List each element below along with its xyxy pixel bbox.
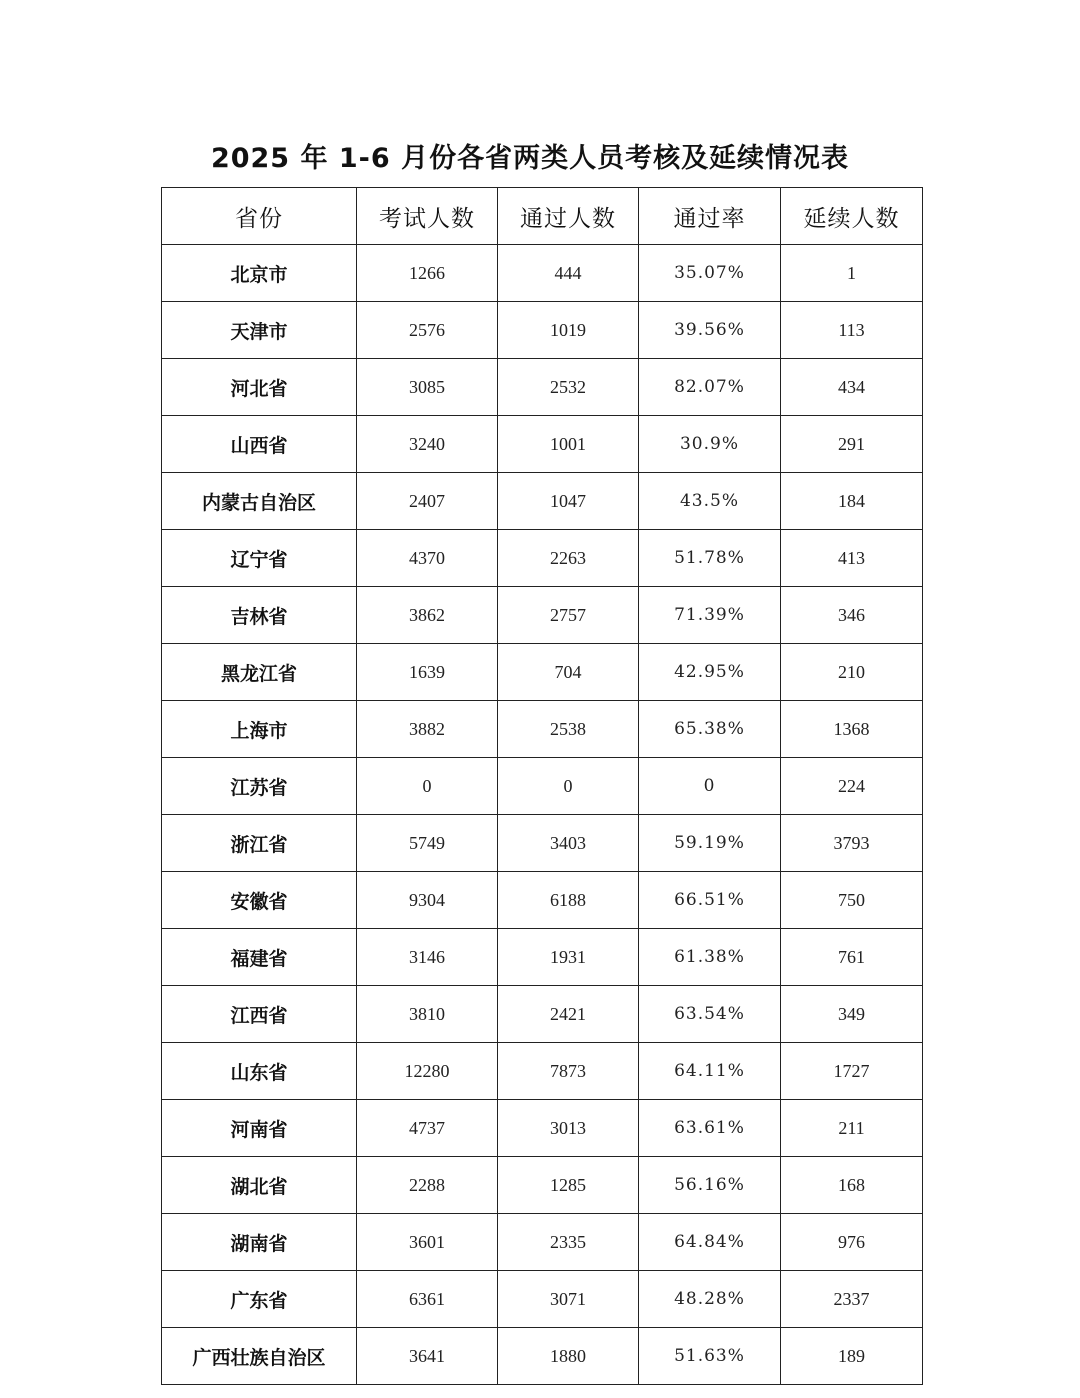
table-row bbox=[162, 245, 923, 302]
table-row bbox=[162, 1043, 923, 1100]
cell-province: 福建省 bbox=[162, 929, 357, 986]
cell-renewed-count: 1727 bbox=[781, 1043, 923, 1100]
cell-passed-count: 704 bbox=[498, 644, 639, 701]
cell-pass-rate: 63.54% bbox=[639, 986, 781, 1043]
cell-province: 河北省 bbox=[162, 359, 357, 416]
assessment-table bbox=[161, 187, 923, 1385]
cell-renewed-count: 224 bbox=[781, 758, 923, 815]
cell-province: 吉林省 bbox=[162, 587, 357, 644]
cell-pass-rate: 61.38% bbox=[639, 929, 781, 986]
cell-exam-count: 1266 bbox=[357, 245, 498, 302]
cell-exam-count: 2288 bbox=[357, 1157, 498, 1214]
cell-province: 河南省 bbox=[162, 1100, 357, 1157]
cell-renewed-count: 346 bbox=[781, 587, 923, 644]
table-row bbox=[162, 1214, 923, 1271]
cell-exam-count: 3146 bbox=[357, 929, 498, 986]
table-row bbox=[162, 530, 923, 587]
table-row bbox=[162, 758, 923, 815]
cell-renewed-count: 1368 bbox=[781, 701, 923, 758]
cell-province: 江苏省 bbox=[162, 758, 357, 815]
cell-province: 湖北省 bbox=[162, 1157, 357, 1214]
cell-pass-rate: 0 bbox=[639, 758, 781, 815]
table-row bbox=[162, 815, 923, 872]
cell-exam-count: 4370 bbox=[357, 530, 498, 587]
cell-renewed-count: 291 bbox=[781, 416, 923, 473]
header-pass-rate: 通过率 bbox=[639, 188, 781, 245]
cell-province: 广西壮族自治区 bbox=[162, 1328, 357, 1385]
cell-exam-count: 3240 bbox=[357, 416, 498, 473]
cell-province: 山东省 bbox=[162, 1043, 357, 1100]
cell-renewed-count: 189 bbox=[781, 1328, 923, 1385]
cell-exam-count: 4737 bbox=[357, 1100, 498, 1157]
header-renewed-count: 延续人数 bbox=[781, 188, 923, 245]
cell-exam-count: 3810 bbox=[357, 986, 498, 1043]
cell-passed-count: 2538 bbox=[498, 701, 639, 758]
cell-province: 北京市 bbox=[162, 245, 357, 302]
cell-province: 上海市 bbox=[162, 701, 357, 758]
cell-passed-count: 1880 bbox=[498, 1328, 639, 1385]
cell-pass-rate: 59.19% bbox=[639, 815, 781, 872]
table-row bbox=[162, 1328, 923, 1385]
cell-exam-count: 3882 bbox=[357, 701, 498, 758]
cell-pass-rate: 56.16% bbox=[639, 1157, 781, 1214]
cell-province: 黑龙江省 bbox=[162, 644, 357, 701]
table-row bbox=[162, 701, 923, 758]
cell-province: 内蒙古自治区 bbox=[162, 473, 357, 530]
cell-pass-rate: 65.38% bbox=[639, 701, 781, 758]
table-row bbox=[162, 986, 923, 1043]
cell-passed-count: 2757 bbox=[498, 587, 639, 644]
cell-pass-rate: 30.9% bbox=[639, 416, 781, 473]
cell-exam-count: 2407 bbox=[357, 473, 498, 530]
table-row bbox=[162, 587, 923, 644]
cell-province: 广东省 bbox=[162, 1271, 357, 1328]
cell-renewed-count: 976 bbox=[781, 1214, 923, 1271]
header-exam-count: 考试人数 bbox=[357, 188, 498, 245]
cell-pass-rate: 51.63% bbox=[639, 1328, 781, 1385]
cell-exam-count: 0 bbox=[357, 758, 498, 815]
cell-renewed-count: 2337 bbox=[781, 1271, 923, 1328]
cell-exam-count: 3085 bbox=[357, 359, 498, 416]
cell-passed-count: 2263 bbox=[498, 530, 639, 587]
table-body bbox=[162, 245, 923, 1385]
cell-passed-count: 6188 bbox=[498, 872, 639, 929]
cell-renewed-count: 3793 bbox=[781, 815, 923, 872]
header-passed-count: 通过人数 bbox=[498, 188, 639, 245]
cell-renewed-count: 211 bbox=[781, 1100, 923, 1157]
table-row bbox=[162, 359, 923, 416]
header-row bbox=[162, 188, 923, 245]
cell-exam-count: 1639 bbox=[357, 644, 498, 701]
cell-passed-count: 444 bbox=[498, 245, 639, 302]
cell-pass-rate: 82.07% bbox=[639, 359, 781, 416]
cell-passed-count: 3403 bbox=[498, 815, 639, 872]
cell-province: 山西省 bbox=[162, 416, 357, 473]
table-header bbox=[162, 188, 923, 245]
header-province: 省份 bbox=[162, 188, 357, 245]
cell-passed-count: 1931 bbox=[498, 929, 639, 986]
table-row bbox=[162, 644, 923, 701]
cell-exam-count: 3641 bbox=[357, 1328, 498, 1385]
cell-renewed-count: 210 bbox=[781, 644, 923, 701]
cell-pass-rate: 43.5% bbox=[639, 473, 781, 530]
cell-province: 天津市 bbox=[162, 302, 357, 359]
cell-passed-count: 1047 bbox=[498, 473, 639, 530]
cell-pass-rate: 51.78% bbox=[639, 530, 781, 587]
cell-exam-count: 2576 bbox=[357, 302, 498, 359]
table-title: 2025 年 1-6 月份各省两类人员考核及延续情况表 bbox=[210, 143, 850, 174]
cell-renewed-count: 349 bbox=[781, 986, 923, 1043]
cell-province: 浙江省 bbox=[162, 815, 357, 872]
cell-passed-count: 7873 bbox=[498, 1043, 639, 1100]
cell-passed-count: 3013 bbox=[498, 1100, 639, 1157]
cell-renewed-count: 750 bbox=[781, 872, 923, 929]
cell-renewed-count: 168 bbox=[781, 1157, 923, 1214]
cell-exam-count: 6361 bbox=[357, 1271, 498, 1328]
cell-province: 安徽省 bbox=[162, 872, 357, 929]
cell-renewed-count: 434 bbox=[781, 359, 923, 416]
cell-passed-count: 3071 bbox=[498, 1271, 639, 1328]
cell-exam-count: 9304 bbox=[357, 872, 498, 929]
cell-pass-rate: 39.56% bbox=[639, 302, 781, 359]
cell-passed-count: 1285 bbox=[498, 1157, 639, 1214]
cell-renewed-count: 761 bbox=[781, 929, 923, 986]
cell-passed-count: 0 bbox=[498, 758, 639, 815]
table-row bbox=[162, 416, 923, 473]
cell-pass-rate: 64.11% bbox=[639, 1043, 781, 1100]
table-row bbox=[162, 302, 923, 359]
cell-province: 湖南省 bbox=[162, 1214, 357, 1271]
cell-renewed-count: 413 bbox=[781, 530, 923, 587]
cell-renewed-count: 1 bbox=[781, 245, 923, 302]
table-row bbox=[162, 1100, 923, 1157]
table-row bbox=[162, 1271, 923, 1328]
cell-province: 江西省 bbox=[162, 986, 357, 1043]
cell-exam-count: 3601 bbox=[357, 1214, 498, 1271]
cell-renewed-count: 113 bbox=[781, 302, 923, 359]
cell-exam-count: 3862 bbox=[357, 587, 498, 644]
cell-passed-count: 1019 bbox=[498, 302, 639, 359]
cell-passed-count: 2335 bbox=[498, 1214, 639, 1271]
cell-exam-count: 5749 bbox=[357, 815, 498, 872]
cell-pass-rate: 66.51% bbox=[639, 872, 781, 929]
table-row bbox=[162, 872, 923, 929]
cell-exam-count: 12280 bbox=[357, 1043, 498, 1100]
cell-pass-rate: 35.07% bbox=[639, 245, 781, 302]
cell-passed-count: 2532 bbox=[498, 359, 639, 416]
cell-renewed-count: 184 bbox=[781, 473, 923, 530]
table-row bbox=[162, 1157, 923, 1214]
table-row bbox=[162, 929, 923, 986]
cell-pass-rate: 42.95% bbox=[639, 644, 781, 701]
cell-province: 辽宁省 bbox=[162, 530, 357, 587]
cell-pass-rate: 64.84% bbox=[639, 1214, 781, 1271]
cell-pass-rate: 71.39% bbox=[639, 587, 781, 644]
cell-pass-rate: 48.28% bbox=[639, 1271, 781, 1328]
cell-pass-rate: 63.61% bbox=[639, 1100, 781, 1157]
cell-passed-count: 2421 bbox=[498, 986, 639, 1043]
cell-passed-count: 1001 bbox=[498, 416, 639, 473]
table-row bbox=[162, 473, 923, 530]
